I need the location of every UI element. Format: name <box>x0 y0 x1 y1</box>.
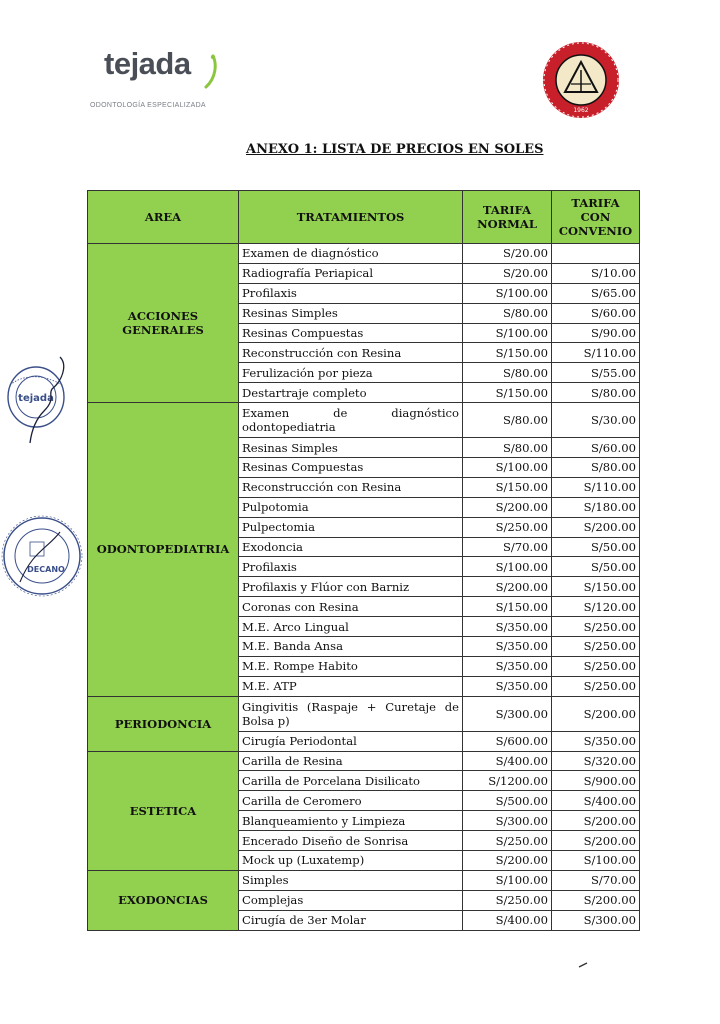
treatment-cell: Ferulización por pieza <box>239 363 463 383</box>
area-cell: ESTETICA <box>88 751 239 870</box>
convenio-price-cell <box>552 244 640 264</box>
dean-stamp-text: DECANO <box>27 565 65 574</box>
normal-price-cell: S/100.00 <box>463 283 552 303</box>
table-row <box>88 870 640 890</box>
table-row <box>88 244 640 264</box>
area-cell: ODONTOPEDIATRIA <box>88 403 239 697</box>
treatment-cell: Resinas Simples <box>239 303 463 323</box>
convenio-price-cell: S/320.00 <box>552 751 640 771</box>
treatment-cell: Destartraje completo <box>239 383 463 403</box>
convenio-price-cell: S/55.00 <box>552 363 640 383</box>
document-title: ANEXO 1: LISTA DE PRECIOS EN SOLES <box>246 142 544 157</box>
convenio-price-cell: S/70.00 <box>552 870 640 890</box>
treatment-cell: Encerado Diseño de Sonrisa <box>239 831 463 851</box>
area-cell: EXODONCIAS <box>88 870 239 930</box>
convenio-price-cell: S/300.00 <box>552 910 640 930</box>
normal-price-cell: S/80.00 <box>463 403 552 438</box>
normal-price-cell: S/350.00 <box>463 656 552 676</box>
normal-price-cell: S/200.00 <box>463 497 552 517</box>
convenio-price-cell: S/400.00 <box>552 791 640 811</box>
convenio-price-cell: S/50.00 <box>552 557 640 577</box>
convenio-price-cell: S/50.00 <box>552 537 640 557</box>
convenio-price-cell: S/60.00 <box>552 438 640 458</box>
normal-price-cell: S/80.00 <box>463 303 552 323</box>
normal-price-cell: S/1200.00 <box>463 771 552 791</box>
treatment-cell: Examen de diagnóstico odontopediatria <box>239 403 463 438</box>
treatment-cell: Carilla de Porcelana Disilicato <box>239 771 463 791</box>
treatment-cell: Resinas Simples <box>239 438 463 458</box>
normal-price-cell: S/400.00 <box>463 910 552 930</box>
normal-price-cell: S/350.00 <box>463 676 552 696</box>
normal-price-cell: S/150.00 <box>463 597 552 617</box>
treatment-cell: Reconstrucción con Resina <box>239 477 463 497</box>
area-cell: ACCIONES GENERALES <box>88 244 239 403</box>
convenio-price-cell: S/65.00 <box>552 283 640 303</box>
treatment-cell: Mock up (Luxatemp) <box>239 851 463 871</box>
convenio-price-cell: S/120.00 <box>552 597 640 617</box>
normal-price-cell: S/600.00 <box>463 731 552 751</box>
normal-price-cell: S/100.00 <box>463 870 552 890</box>
treatment-cell: Cirugía de 3er Molar <box>239 910 463 930</box>
treatment-cell: Profilaxis <box>239 283 463 303</box>
convenio-price-cell: S/90.00 <box>552 323 640 343</box>
treatment-cell: Coronas con Resina <box>239 597 463 617</box>
normal-price-cell: S/150.00 <box>463 477 552 497</box>
convenio-price-cell: S/80.00 <box>552 458 640 478</box>
normal-price-cell: S/250.00 <box>463 517 552 537</box>
table-row <box>88 751 640 771</box>
normal-price-cell: S/350.00 <box>463 637 552 657</box>
treatment-cell: M.E. Arco Lingual <box>239 617 463 637</box>
convenio-price-cell: S/200.00 <box>552 831 640 851</box>
convenio-price-cell: S/250.00 <box>552 656 640 676</box>
normal-price-cell: S/400.00 <box>463 751 552 771</box>
convenio-price-cell: S/10.00 <box>552 263 640 283</box>
convenio-price-cell: S/150.00 <box>552 577 640 597</box>
table-row <box>88 403 640 438</box>
engineers-seal-logo <box>541 40 621 120</box>
logo-swoosh-icon <box>204 54 218 90</box>
convenio-price-cell: S/100.00 <box>552 851 640 871</box>
normal-price-cell: S/80.00 <box>463 438 552 458</box>
stamp-text: tejada <box>18 393 54 404</box>
treatment-cell: M.E. Rompe Habito <box>239 656 463 676</box>
area-cell: PERIODONCIA <box>88 696 239 751</box>
convenio-price-cell: S/110.00 <box>552 343 640 363</box>
treatment-cell: Resinas Compuestas <box>239 323 463 343</box>
convenio-price-cell: S/200.00 <box>552 517 640 537</box>
convenio-price-cell: S/200.00 <box>552 811 640 831</box>
header-normal-price: TARIFA NORMAL <box>463 191 552 244</box>
company-logo <box>90 46 260 116</box>
normal-price-cell: S/300.00 <box>463 696 552 731</box>
convenio-price-cell: S/350.00 <box>552 731 640 751</box>
header-treatments: TRATAMIENTOS <box>239 191 463 244</box>
convenio-price-cell: S/200.00 <box>552 890 640 910</box>
treatment-cell: Pulpotomia <box>239 497 463 517</box>
treatment-cell: Exodoncia <box>239 537 463 557</box>
treatment-cell: Complejas <box>239 890 463 910</box>
convenio-price-cell: S/250.00 <box>552 637 640 657</box>
convenio-price-cell: S/250.00 <box>552 676 640 696</box>
convenio-price-cell: S/180.00 <box>552 497 640 517</box>
treatment-cell: Carilla de Ceromero <box>239 791 463 811</box>
normal-price-cell: S/20.00 <box>463 263 552 283</box>
treatment-cell: Profilaxis y Flúor con Barniz <box>239 577 463 597</box>
treatment-cell: Reconstrucción con Resina <box>239 343 463 363</box>
normal-price-cell: S/500.00 <box>463 791 552 811</box>
normal-price-cell: S/200.00 <box>463 851 552 871</box>
pen-mark <box>578 962 588 968</box>
normal-price-cell: S/250.00 <box>463 890 552 910</box>
convenio-price-cell: S/900.00 <box>552 771 640 791</box>
convenio-price-cell: S/200.00 <box>552 696 640 731</box>
convenio-price-cell: S/110.00 <box>552 477 640 497</box>
normal-price-cell: S/80.00 <box>463 363 552 383</box>
logo-tagline: ODONTOLOGÍA ESPECIALIZADA <box>90 102 206 109</box>
convenio-price-cell: S/60.00 <box>552 303 640 323</box>
price-table <box>87 190 640 931</box>
normal-price-cell: S/70.00 <box>463 537 552 557</box>
normal-price-cell: S/150.00 <box>463 343 552 363</box>
treatment-cell: Pulpectomia <box>239 517 463 537</box>
header-convenio-price: TARIFA CON CONVENIO <box>552 191 640 244</box>
convenio-price-cell: S/30.00 <box>552 403 640 438</box>
treatment-cell: Simples <box>239 870 463 890</box>
normal-price-cell: S/100.00 <box>463 458 552 478</box>
table-row <box>88 696 640 731</box>
logo-wordmark: tejada <box>104 46 191 81</box>
seal-year: 1962 <box>573 107 589 114</box>
normal-price-cell: S/350.00 <box>463 617 552 637</box>
normal-price-cell: S/20.00 <box>463 244 552 264</box>
treatment-cell: Cirugía Periodontal <box>239 731 463 751</box>
normal-price-cell: S/200.00 <box>463 577 552 597</box>
treatment-cell: Resinas Compuestas <box>239 458 463 478</box>
treatment-cell: Blanqueamiento y Limpieza <box>239 811 463 831</box>
dean-round-stamp <box>0 512 84 602</box>
convenio-price-cell: S/250.00 <box>552 617 640 637</box>
treatment-cell: M.E. Banda Ansa <box>239 637 463 657</box>
table-header-row <box>88 191 640 244</box>
treatment-cell: Profilaxis <box>239 557 463 577</box>
clinic-stamp-with-signature <box>2 355 74 445</box>
normal-price-cell: S/100.00 <box>463 323 552 343</box>
price-table-body <box>88 244 640 931</box>
header-area: AREA <box>88 191 239 244</box>
treatment-cell: Carilla de Resina <box>239 751 463 771</box>
normal-price-cell: S/150.00 <box>463 383 552 403</box>
treatment-cell: M.E. ATP <box>239 676 463 696</box>
normal-price-cell: S/100.00 <box>463 557 552 577</box>
normal-price-cell: S/300.00 <box>463 811 552 831</box>
convenio-price-cell: S/80.00 <box>552 383 640 403</box>
normal-price-cell: S/250.00 <box>463 831 552 851</box>
treatment-cell: Gingivitis (Raspaje + Curetaje de Bolsa p) <box>239 696 463 731</box>
treatment-cell: Radiografía Periapical <box>239 263 463 283</box>
treatment-cell: Examen de diagnóstico <box>239 244 463 264</box>
